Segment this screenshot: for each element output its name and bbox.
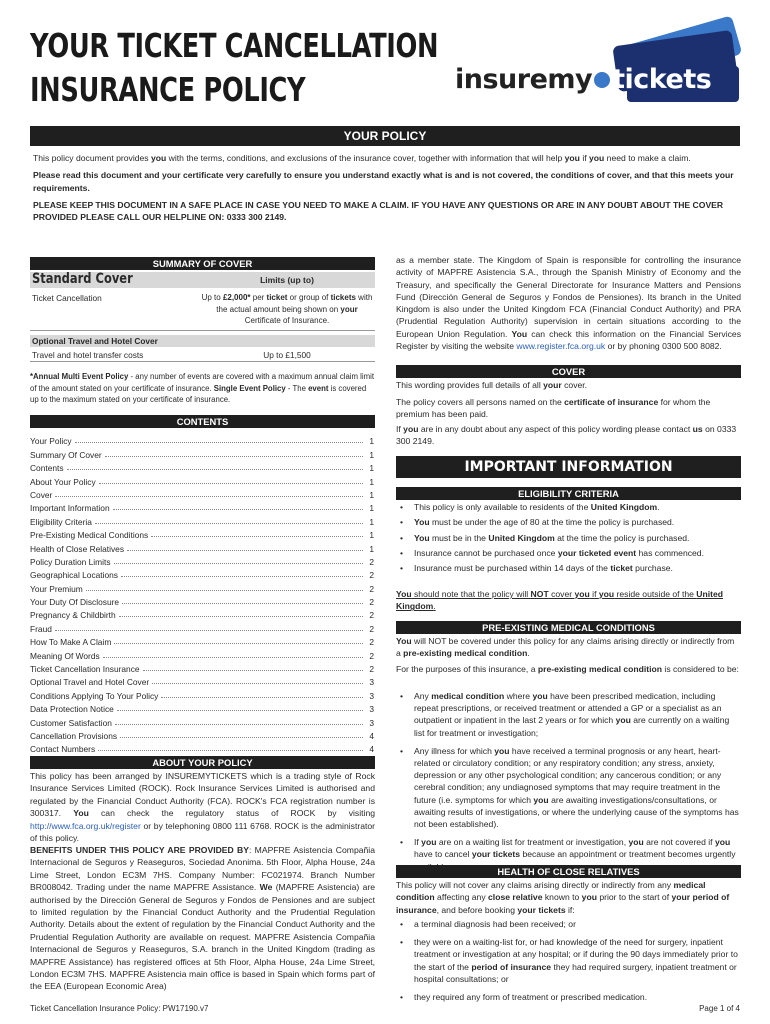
toc-entry[interactable] (30, 446, 374, 459)
toc-entry-label: Ticket Cancellation Insurance (30, 664, 140, 675)
toc-leader-dots (143, 670, 363, 671)
pre-existing-para-1: You will NOT be covered under this policy for any claims arising directly or indirectly from a pre-existing medical condition. (396, 636, 735, 659)
contents-heading: CONTENTS (30, 415, 375, 428)
about-para-1: This policy has been arranged by INSUREMYTICKETS which is a trading style of Rock Insurance Services Limited (ROCK). Rock Insurance Services Limited is authorised and regulated by the Financial Conduct Authority (FCA). ROCK's FCA registration number is 300317. You can check the regulatory status of ROCK by visiting http://www.fca.org.uk/register or by telephoning 0800 111 6768. ROCK is the administrator of this policy. (30, 771, 375, 844)
toc-entry-label: Health of Close Relatives (30, 543, 125, 554)
toc-entry-page: 2 (369, 597, 374, 608)
toc-entry-page: 3 (369, 690, 374, 701)
toc-entry-page: 1 (369, 543, 374, 554)
health-close-relatives-heading: HEALTH OF CLOSE RELATIVES (396, 865, 741, 878)
toc-leader-dots (117, 710, 363, 711)
health-para-1: This policy will not cover any claims arising directly or indirectly from any medical condition affecting any close relative known to you prior to the start of your period of insurance, and before booking your tickets if: (396, 880, 730, 915)
toc-entry-label: Geographical Locations (30, 570, 118, 581)
toc-leader-dots (98, 750, 363, 751)
toc-entry[interactable] (30, 607, 374, 620)
about-para-2: BENEFITS UNDER THIS POLICY ARE PROVIDED BY: MAPFRE Asistencia Compañia Internacional de Seguros y Reaseguros, Sociedad Anonima. 5th Floor, Alpha House, 24a Lime Street, London EC3M 7HS. Company Number: FC021974. Branch Number BR008042. Trading under the name MAPFRE Assistance. We (MAPFRE Asistencia) are authorised by the Dirección General de Seguros y Fondos de Pensiones and are subject to limited regulation by the Financial Conduct Authority and the Prudential Regulation Authority. Details about the extent of regulation by the Financial Conduct Authority and the Prudential Regulation Authority are available on request. MAPFRE Asistencia Compañia Internacional de Seguros y Reaseguros, S.A. branch in the United Kingdom (trading as MAPFRE Assistance) has registered offices at 5th Floor, Alpha House, 24a Lime Street, London EC3M 7HS. MAPFRE Asistencia main office is based in Spain which forms part of the EEA (European Economic Area) (30, 845, 375, 992)
logo-part-my: my (547, 64, 593, 95)
toc-entry-page: 2 (369, 664, 374, 675)
ticket-cancellation-limit: Up to £2,000* per ticket or group of tickets with the actual amount being shown on your Certificate of Insurance. (201, 293, 373, 325)
summary-of-cover-heading: SUMMARY OF COVER (30, 257, 375, 270)
toc-leader-dots (119, 616, 363, 617)
toc-leader-dots (114, 643, 363, 644)
toc-entry-label: Summary Of Cover (30, 449, 102, 460)
toc-leader-dots (105, 456, 363, 457)
summary-divider (30, 330, 375, 331)
toc-entry[interactable] (30, 661, 374, 674)
about-your-policy-heading: ABOUT YOUR POLICY (30, 756, 375, 769)
toc-entry-page: 2 (369, 556, 374, 567)
regulation-paragraph: as a member state. The Kingdom of Spain is responsible for controlling the insurance activity of MAPFRE Asistencia S.A., through the Spanish Ministry of Economy and the Treasury, and specifically the General Directorate for Insurance Matters and Pensions Fund (Dirección General de Seguros y Fondos de Pensiones). Its branch in the United Kingdom is also under the United Kingdom FCA (Financial Conduct Authority) and PRA (Prudential Regulation Authority) supervision in certain situations according to the European Union Regulation. You can check this information on the Financial Services Register by visiting the website www.register.fca.org.uk or by phoning 0300 500 8082. (396, 255, 741, 352)
summary-bottom-divider (30, 361, 375, 362)
summary-note: *Annual Multi Event Policy - any number of events are covered with a maximum annual claim limit of the amount stated on your certificate of insurance. Single Event Policy - The event is covered up to the maximum stated on your certificate of insurance. (30, 372, 375, 404)
toc-leader-dots (99, 483, 363, 484)
title-line-2: INSURANCE POLICY (30, 70, 306, 109)
cover-para-2: The policy covers all persons named on the certificate of insurance for whom the premium has been paid. (396, 397, 711, 420)
toc-entry-page: 3 (369, 677, 374, 688)
toc-entry-page: 1 (369, 449, 374, 460)
cover-para-3: If you are in any doubt about any aspect of this policy wording please contact us on 0333 300 2149. (396, 424, 737, 447)
toc-leader-dots (67, 469, 363, 470)
toc-entry-label: Conditions Applying To Your Policy (30, 690, 159, 701)
your-policy-text (33, 152, 738, 223)
toc-entry-label: How To Make A Claim (30, 637, 112, 648)
toc-entry[interactable] (30, 634, 374, 647)
eligibility-item: • Insurance cannot be purchased once your ticketed event has commenced. (396, 547, 741, 559)
toc-entry[interactable] (30, 674, 374, 687)
toc-leader-dots (127, 550, 363, 551)
toc-entry-page: 1 (369, 516, 374, 527)
toc-entry-label: About Your Policy (30, 476, 96, 487)
toc-entry[interactable] (30, 567, 374, 580)
pre-existing-list (396, 690, 741, 876)
toc-entry[interactable] (30, 540, 374, 553)
logo-part-tickets: tickets (612, 64, 712, 95)
logo-dot-icon (594, 72, 610, 88)
toc-entry[interactable] (30, 460, 374, 473)
your-policy-para-3: PLEASE KEEP THIS DOCUMENT IN A SAFE PLACE IN CASE YOU NEED TO MAKE A CLAIM. IF YOU HAVE ANY QUESTIONS OR ARE IN ANY DOUBT ABOUT THE COVER PROVIDED PLEASE CALL OUR HELPLINE ON: 0333 300 2149. (33, 199, 724, 223)
toc-entry[interactable] (30, 728, 374, 741)
toc-entry-page: 1 (369, 489, 374, 500)
document-title (30, 24, 438, 112)
title-line-1: YOUR TICKET CANCELLATION (30, 26, 439, 65)
toc-entry-label: Optional Travel and Hotel Cover (30, 677, 150, 688)
toc-leader-dots (114, 563, 363, 564)
ticket-cancellation-label: Ticket Cancellation (32, 293, 102, 303)
eligibility-heading: ELIGIBILITY CRITERIA (396, 487, 741, 500)
toc-entry-label: Contact Numbers (30, 744, 96, 755)
toc-entry[interactable] (30, 647, 374, 660)
eligibility-list (396, 501, 741, 577)
toc-leader-dots (152, 683, 363, 684)
toc-entry[interactable] (30, 687, 374, 700)
fca-register-link[interactable]: http://www.fca.org.uk/register (30, 820, 141, 831)
your-policy-heading: YOUR POLICY (30, 126, 740, 146)
toc-entry-label: Pregnancy & Childbirth (30, 610, 116, 621)
toc-entry[interactable] (30, 433, 374, 446)
health-item: • they required any form of treatment or prescribed medication. (396, 991, 741, 1003)
toc-entry-label: Cover (30, 489, 53, 500)
table-of-contents (30, 433, 374, 754)
cover-heading: COVER (396, 365, 741, 378)
toc-entry-label: Policy Duration Limits (30, 556, 111, 567)
toc-entry-label: Fraud (30, 623, 52, 634)
toc-leader-dots (95, 523, 363, 524)
toc-entry-label: Data Protection Notice (30, 704, 114, 715)
pre-existing-heading: PRE-EXISTING MEDICAL CONDITIONS (396, 621, 741, 634)
toc-entry[interactable] (30, 513, 374, 526)
toc-entry[interactable] (30, 527, 374, 540)
toc-entry[interactable] (30, 487, 374, 500)
toc-entry-page: 1 (369, 503, 374, 514)
toc-entry[interactable] (30, 594, 374, 607)
toc-entry-label: Eligibility Criteria (30, 516, 92, 527)
toc-entry[interactable] (30, 554, 374, 567)
toc-entry-page: 2 (369, 650, 374, 661)
your-policy-para-1: This policy document provides you with the terms, conditions, and exclusions of the insurance cover, together with information that will help you if you need to make a claim. (33, 153, 691, 163)
eligibility-item: • Insurance must be purchased within 14 days of the ticket purchase. (396, 562, 741, 574)
toc-entry-page: 1 (369, 530, 374, 541)
toc-entry-page: 2 (369, 570, 374, 581)
toc-leader-dots (120, 737, 363, 738)
optional-cover-label: Optional Travel and Hotel Cover (32, 336, 158, 346)
toc-leader-dots (161, 697, 363, 698)
pre-existing-para-2: For the purposes of this insurance, a pre-existing medical condition is considered to be: (396, 664, 739, 674)
toc-entry-label: Your Policy (30, 436, 72, 447)
toc-entry[interactable] (30, 580, 374, 593)
toc-leader-dots (55, 630, 363, 631)
health-item: • a terminal diagnosis had been received; or (396, 918, 741, 930)
toc-entry-page: 1 (369, 463, 374, 474)
standard-cover-label: Standard Cover (32, 271, 133, 287)
toc-entry-page: 2 (369, 637, 374, 648)
toc-leader-dots (55, 496, 363, 497)
travel-transfer-label: Travel and hotel transfer costs (32, 350, 144, 360)
toc-entry-label: Customer Satisfaction (30, 717, 112, 728)
cover-para-1: This wording provides full details of all your cover. (396, 380, 588, 390)
eligibility-item: • This policy is only available to residents of the United Kingdom. (396, 501, 741, 513)
toc-entry-label: Cancellation Provisions (30, 730, 118, 741)
insuremytickets-logo (455, 28, 745, 108)
health-item: • they were on a waiting-list for, or had knowledge of the need for surgery, inpatient treatment or investigation at any hospital; or if during the 90 days immediately prior to the start of the period of insurance they had required surgery, inpatient treatment or hospital consultations; or (396, 936, 741, 985)
toc-entry[interactable] (30, 701, 374, 714)
toc-entry-label: Pre-Existing Medical Conditions (30, 530, 149, 541)
toc-entry-page: 3 (369, 717, 374, 728)
toc-entry-page: 3 (369, 704, 374, 715)
eligibility-item: • You must be in the United Kingdom at the time the policy is purchased. (396, 532, 741, 544)
eligibility-item: • You must be under the age of 80 at the time the policy is purchased. (396, 516, 741, 528)
toc-entry-label: Important Information (30, 503, 110, 514)
toc-entry-label: Your Duty Of Disclosure (30, 597, 120, 608)
toc-entry-page: 2 (369, 583, 374, 594)
limits-header: Limits (up to) (260, 275, 314, 285)
toc-leader-dots (86, 590, 363, 591)
footer-page-number: Page 1 of 4 (699, 1004, 740, 1013)
toc-entry-page: 2 (369, 623, 374, 634)
pre-existing-item: • If you are on a waiting list for treatment or investigation, you are not covered if you have to cancel your tickets because an appointment or treatment becomes urgently (396, 836, 741, 873)
toc-entry[interactable] (30, 473, 374, 486)
toc-entry[interactable] (30, 500, 374, 513)
pre-existing-item: • Any illness for which you have received a terminal prognosis or any heart, heart-related or circulatory condition; or any respiratory condition; any stress, anxiety, depression or any other psychological condition; any cancerous condition; or any cerebral condition; any undiagnosed symptoms that may require treatment in the future (i.e. symptoms for which you are awaiting investigations/consultations, or awaiting results of investigations, or where the underlying cause of the symptoms has not been established). (396, 745, 741, 830)
toc-entry-label: Your Premium (30, 583, 83, 594)
residency-note: You should note that the policy will NOT cover you if you reside outside of the United Kingdom. (396, 589, 724, 612)
toc-entry-label: Contents (30, 463, 64, 474)
toc-entry-page: 1 (369, 476, 374, 487)
toc-leader-dots (122, 603, 363, 604)
pre-existing-item: • Any medical condition where you have been prescribed medication, including repeat prescriptions, or received treatment or attended a GP or a specialist as an outpatient or inpatient in the last 2 years or for which you are currently on a waiting list for treatment or investigation; (396, 690, 741, 739)
toc-leader-dots (103, 657, 363, 658)
toc-leader-dots (121, 576, 363, 577)
toc-leader-dots (115, 724, 363, 725)
travel-transfer-limit: Up to £1,500 (263, 350, 311, 360)
toc-entry[interactable] (30, 741, 374, 754)
toc-entry[interactable] (30, 714, 374, 727)
footer-document-ref: Ticket Cancellation Insurance Policy: PW17190.v7 (30, 1004, 209, 1013)
health-list (396, 918, 741, 1006)
toc-leader-dots (113, 509, 363, 510)
your-policy-para-2: Please read this document and your certificate very carefully to ensure you understand exactly what is and is not covered, the conditions of cover, and that this meets your requirements. (33, 170, 734, 193)
toc-leader-dots (75, 442, 363, 443)
toc-entry-page: 4 (369, 744, 374, 755)
logo-wordmark (455, 64, 711, 95)
toc-entry-page: 2 (369, 610, 374, 621)
toc-entry[interactable] (30, 620, 374, 633)
register-website-link[interactable]: www.register.fca.org.uk (516, 341, 606, 352)
toc-entry-page: 1 (369, 436, 374, 447)
logo-part-insure: insure (455, 64, 548, 95)
toc-entry-page: 4 (369, 730, 374, 741)
toc-entry-label: Meaning Of Words (30, 650, 100, 661)
important-information-heading: IMPORTANT INFORMATION (396, 456, 741, 478)
toc-leader-dots (151, 536, 363, 537)
